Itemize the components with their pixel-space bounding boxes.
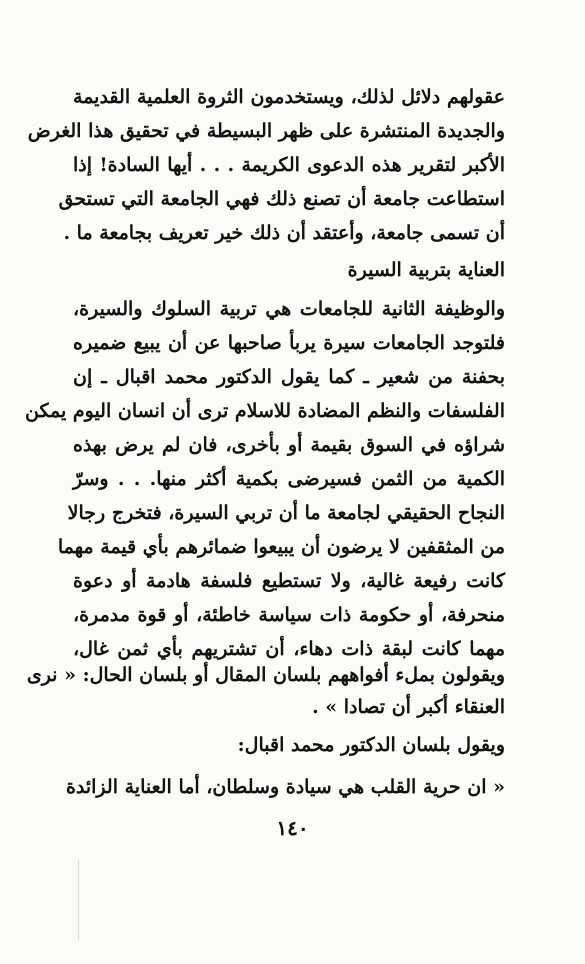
paragraph-line: ويقول بلسان الدكتور محمد اقبال: — [237, 734, 505, 756]
paragraph-line: كانت رفيعة غالية، ولا تستطيع فلسفة هادمة أو دعوة — [73, 570, 505, 592]
paragraph-line: شراؤه في السوق بقيمة أو بأخرى، فان لم يرض بهذه — [73, 434, 505, 456]
paragraph-line: عقولهم دلائل لذلك، ويستخدمون الثروة العلمية القديمة — [73, 86, 505, 108]
paragraph-line: من المثقفين لا يرضون أن يبيعوا ضمائرهم بأي قيمة مهما — [57, 536, 505, 558]
paragraph-line: ويقولون بملء أفواههم بلسان المقال أو بلسان الحال: « نرى — [26, 664, 505, 686]
paragraph-line: والجديدة المنتشرة على ظهر البسيطة في تحقيق هذا الغرض — [27, 120, 505, 142]
paragraph-line: الأكبر لتقرير هذه الدعوى الكريمة . . . أيها السادة! إذا — [73, 154, 505, 176]
paragraph-line: منحرفة، أو حكومة ذات سياسة خاطئة، أو قوة مدمرة، — [73, 604, 505, 626]
paragraph-line: فلتوجد الجامعات سيرة يربأ صاحبها عن أن يبيع ضميره — [73, 332, 505, 354]
paragraph-line: الكمية من الثمن فسيرضى بكمية أكثر منها. . . وسرّ — [73, 468, 505, 490]
paragraph-line: النجاح الحقيقي لجامعة ما أن تربي السيرة، فتخرج رجالا — [67, 502, 505, 524]
scan-edge-line — [78, 860, 79, 940]
paragraph-line: مهما كانت لبقة ذات دهاء، أن تشتريهم بأي ثمن غال، — [73, 638, 505, 660]
paragraph-line: « ان حرية القلب هي سيادة وسلطان، أما العناية الزائدة — [65, 776, 505, 798]
page-number: ١٤٠ — [276, 816, 309, 840]
paragraph-line: الفلسفات والنظم المضادة للاسلام ترى أن انسان اليوم يمكن — [25, 400, 505, 422]
paragraph-line: استطاعت جامعة أن تصنع ذلك فهي الجامعة التي تستحق — [58, 188, 505, 210]
paragraph-line: بحفنة من شعير ـ كما يقول الدكتور محمد اقبال ـ إن — [73, 366, 505, 388]
paragraph-line: أن تسمى جامعة، وأعتقد أن ذلك خير تعريف بجامعة ما . — [63, 222, 505, 244]
paragraph-line: والوظيفة الثانية للجامعات هي تربية السلوك والسيرة، — [73, 298, 505, 320]
paragraph-line: العنقاء أكبر أن تصادا » . — [312, 696, 505, 718]
section-heading: العناية بتربية السيرة — [347, 259, 505, 281]
